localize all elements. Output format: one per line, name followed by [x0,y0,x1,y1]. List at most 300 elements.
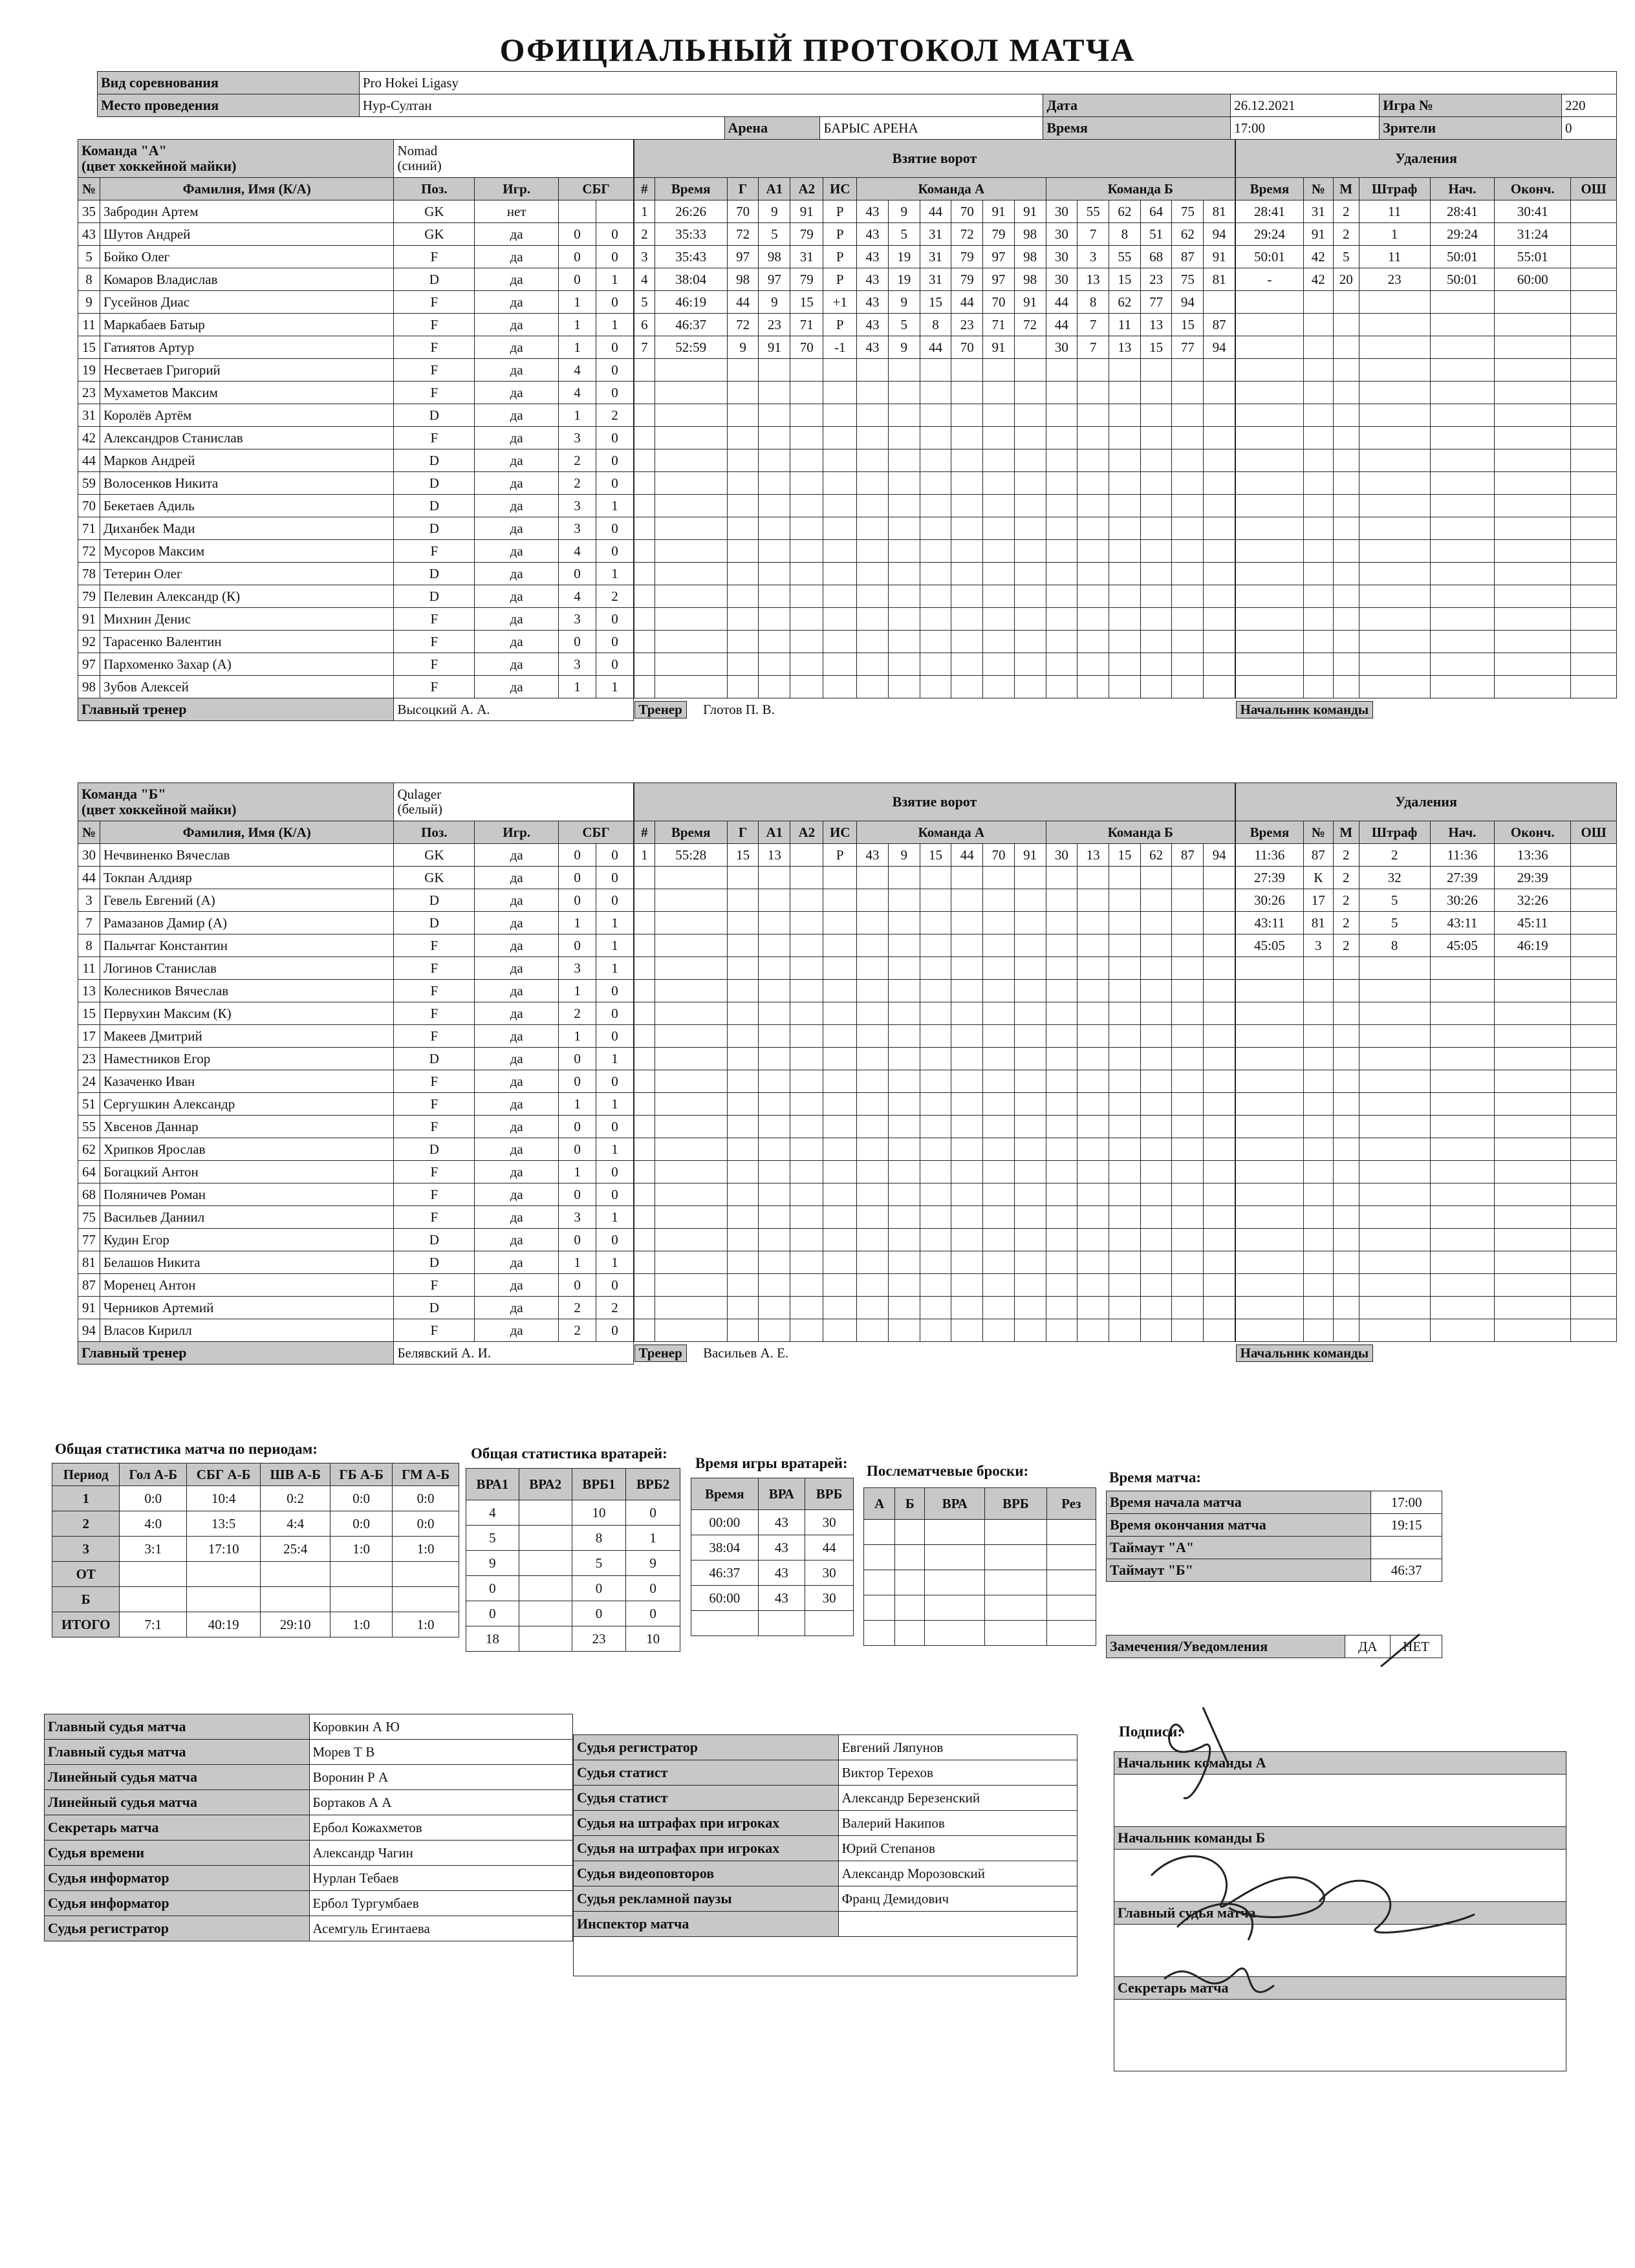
goal-on-ice-a: 72 [951,223,983,246]
period-cell: 1 [52,1486,120,1511]
gk-time-header: ВРБ [805,1478,854,1510]
official-name: Ербол Кожахметов [309,1815,572,1841]
player-name: Гатиятов Артур [100,336,393,359]
period-cell [330,1587,393,1612]
player-num: 75 [78,1206,100,1229]
shootout-header: Рез [1046,1488,1096,1520]
period-cell: 10:4 [187,1486,261,1511]
goal-on-ice-a: 79 [983,223,1015,246]
player-name: Гевель Евгений (А) [100,889,393,912]
goal-num-header: # [634,821,655,844]
player-sbg-1: 1 [559,291,596,314]
gk-time-header: ВРА [758,1478,805,1510]
table-row [1236,1297,1617,1319]
period-cell: ОТ [52,1562,120,1587]
gk-time-cell: 00:00 [691,1510,759,1535]
goal-on-ice-a: 31 [920,246,951,268]
goal-is: +1 [823,291,857,314]
player-played: да [475,980,559,1002]
goal-on-ice-a: 5 [888,314,920,336]
player-num: 3 [78,889,100,912]
goal-on-ice-a: 9 [888,200,920,223]
penalty-num: 17 [1303,889,1333,912]
player-num: 15 [78,1002,100,1025]
table-row [78,980,634,1002]
player-pos: D [394,1297,475,1319]
player-sbg-1: 0 [559,246,596,268]
goal-on-ice-b: 62 [1140,844,1172,867]
head-coach-value: Высоцкий А. А. [394,698,634,721]
player-sbg-1: 1 [559,336,596,359]
player-sbg-2: 0 [596,980,634,1002]
period-cell: 0:2 [261,1486,330,1511]
table-row [1236,1116,1617,1138]
goal-on-ice-b: 77 [1172,336,1204,359]
player-pos: GK [394,844,475,867]
penalty-time: 28:41 [1236,200,1304,223]
player-name: Тарасенко Валентин [100,631,393,653]
remarks-no: НЕТ [1391,1636,1442,1658]
player-sbg-1: 0 [559,934,596,957]
table-row [634,653,1235,676]
goal-on-ice-b: 8 [1109,223,1141,246]
spectators-label: Зрители [1380,117,1562,140]
period-cell: 1:0 [393,1537,459,1562]
player-pos: D [394,1229,475,1251]
goal-on-ice-b: 11 [1109,314,1141,336]
player-name: Несветаев Григорий [100,359,393,382]
player-sbg-1: 0 [559,844,596,867]
table-row [1236,540,1617,563]
player-played: да [475,1070,559,1093]
player-sbg-1: 4 [559,585,596,608]
gk-header: ВРА1 [466,1469,519,1500]
table-row [78,631,634,653]
penalty-end: 55:01 [1495,246,1571,268]
official-role: Судья информатор [45,1866,310,1891]
period-header: Период [52,1463,120,1486]
player-sbg-1: 1 [559,912,596,934]
goal-on-ice-b: 30 [1046,268,1077,291]
player-name: Королёв Артём [100,404,393,427]
player-num: 42 [78,427,100,449]
penalty-shtraf: 11 [1359,246,1430,268]
player-played: да [475,631,559,653]
player-sbg-2: 1 [596,268,634,291]
player-played: да [475,1161,559,1183]
table-row [1236,1229,1617,1251]
goal-g: 15 [727,844,759,867]
official-name: Коровкин А Ю [309,1714,572,1740]
penalty-start: 43:11 [1430,912,1495,934]
gk-cell: 4 [466,1500,519,1526]
penalty-end: 32:26 [1495,889,1571,912]
table-row [78,268,634,291]
penalty-m: 2 [1333,867,1359,889]
team-chief-label: Начальник команды [1236,701,1374,718]
penalty-time: 29:24 [1236,223,1304,246]
player-played: да [475,223,559,246]
table-row [1236,223,1617,246]
player-num: 72 [78,540,100,563]
table-row [78,404,634,427]
head-coach-value: Белявский А. И. [394,1342,634,1365]
goal-on-ice-b: 30 [1046,200,1077,223]
player-num: 23 [78,382,100,404]
player-sbg-2: 0 [596,889,634,912]
goal-a2-header: А2 [790,821,823,844]
penalty-m: 20 [1333,268,1359,291]
goal-on-ice-b: 62 [1109,200,1141,223]
table-row [574,1912,1077,1937]
player-played: да [475,867,559,889]
table-row [634,912,1235,934]
period-cell [120,1562,187,1587]
goal-n: 1 [634,200,655,223]
coach-value: Васильев А. Е. [703,1345,789,1361]
table-row [78,291,634,314]
player-num: 87 [78,1274,100,1297]
penalty-end: 60:00 [1495,268,1571,291]
goal-is: Р [823,314,857,336]
penalty-shtraf: 8 [1359,934,1430,957]
goal-on-ice-a: 91 [1014,844,1046,867]
player-played: да [475,336,559,359]
player-pos: D [394,472,475,495]
goal-a1: 98 [759,246,790,268]
table-row [634,495,1235,517]
penalty-osh [1571,912,1617,934]
table-row [78,1138,634,1161]
player-num: 8 [78,934,100,957]
goal-is-header: ИС [823,821,857,844]
gk-cell: 18 [466,1626,519,1652]
goals-title: Взятие ворот [634,783,1235,821]
table-row [78,585,634,608]
gk-cell [519,1601,572,1626]
goal-on-ice-a: 44 [920,200,951,223]
arena-label: Арена [724,117,820,140]
goal-on-ice-a: 91 [1014,291,1046,314]
player-sbg-1: 1 [559,404,596,427]
goal-n: 4 [634,268,655,291]
officials-right-table [573,1734,1077,1976]
table-row [45,1790,573,1815]
table-row [691,1586,854,1611]
table-row [78,336,634,359]
table-row [78,449,634,472]
player-num: 98 [78,676,100,698]
goal-is-header: ИС [823,178,857,200]
player-name: Белашов Никита [100,1251,393,1274]
gk-time-cell: 43 [758,1561,805,1586]
player-name: Зубов Алексей [100,676,393,698]
player-sbg-2: 1 [596,1251,634,1274]
goal-on-ice-b: 23 [1140,268,1172,291]
time-label: Время [1043,117,1231,140]
player-num: 19 [78,359,100,382]
goal-on-ice-b: 64 [1140,200,1172,223]
goal-time: 35:33 [655,223,727,246]
player-name: Тетерин Олег [100,563,393,585]
player-sbg-1: 0 [559,268,596,291]
table-row [864,1621,1096,1646]
gk-time-table [691,1478,854,1636]
table-row [634,957,1235,980]
penalty-m: 2 [1333,844,1359,867]
table-row [78,676,634,698]
player-pos: F [394,246,475,268]
player-name: Колесников Вячеслав [100,980,393,1002]
table-row [864,1520,1096,1545]
date-value: 26.12.2021 [1231,94,1380,117]
player-name: Бойко Олег [100,246,393,268]
table-row [1236,1002,1617,1025]
goal-a1: 9 [759,200,790,223]
gk-cell: 0 [572,1601,626,1626]
goal-on-ice-a: 15 [920,844,951,867]
goal-a1: 97 [759,268,790,291]
player-name: Комаров Владислав [100,268,393,291]
player-pos: F [394,1093,475,1116]
roster-played-header: Игр. [475,821,559,844]
player-played: да [475,1274,559,1297]
player-sbg-1: 0 [559,1138,596,1161]
player-name: Кудин Егор [100,1229,393,1251]
penalty-p_shtraf-header: Штраф [1359,178,1430,200]
player-played: да [475,653,559,676]
player-sbg-2: 0 [596,246,634,268]
goal-g: 9 [727,336,759,359]
goal-team-b-header: Команда Б [1046,821,1235,844]
player-sbg-1: 0 [559,889,596,912]
table-row [78,912,634,934]
table-row [634,1251,1235,1274]
player-played: да [475,1116,559,1138]
player-name: Диханбек Мади [100,517,393,540]
official-name: Евгений Ляпунов [838,1735,1077,1760]
period-cell: ИТОГО [52,1612,120,1637]
shootout-header: ВРБ [985,1488,1046,1520]
gk-time-cell: 44 [805,1535,854,1561]
official-role: Инспектор матча [574,1912,839,1937]
player-pos: F [394,957,475,980]
team_b-title-label: Команда "Б" (цвет хоккейной майки) [78,783,394,821]
table-row [691,1510,854,1535]
player-name: Моренец Антон [100,1274,393,1297]
table-row [634,382,1235,404]
player-name: Александров Станислав [100,427,393,449]
penalty-end: 13:36 [1495,844,1571,867]
player-pos: D [394,449,475,472]
table-row [78,1002,634,1025]
player-pos: D [394,889,475,912]
official-name: Александр Березенский [838,1786,1077,1811]
goal-on-ice-a: 70 [951,200,983,223]
goal-on-ice-b: 51 [1140,223,1172,246]
gk-cell: 0 [466,1601,519,1626]
penalty-m: 2 [1333,934,1359,957]
gk-cell: 23 [572,1626,626,1652]
goal-on-ice-a: 97 [983,246,1015,268]
table-row [78,1183,634,1206]
table-row [634,472,1235,495]
table-row [634,359,1235,382]
period-cell: 1:0 [330,1537,393,1562]
player-played: да [475,934,559,957]
official-name: Морев Т В [309,1740,572,1765]
table-row [634,291,1235,314]
table-row [466,1551,680,1576]
player-sbg-1: 1 [559,1161,596,1183]
table-row [78,1319,634,1342]
penalty-time: 50:01 [1236,246,1304,268]
goal-on-ice-b: 8 [1077,291,1109,314]
player-pos: GK [394,200,475,223]
table-row [1236,608,1617,631]
team_a-roster-table [78,139,634,721]
gk-cell: 8 [572,1526,626,1551]
table-row [1236,1183,1617,1206]
penalty-shtraf: 11 [1359,200,1430,223]
goal-on-ice-b: 68 [1140,246,1172,268]
match-time-title: Время матча: [1109,1469,1202,1485]
shootout-title: Послематчевые броски: [867,1463,1029,1479]
player-pos: F [394,934,475,957]
gk-cell [519,1500,572,1526]
goal-on-ice-b: 81 [1204,200,1235,223]
table-row [1236,1093,1617,1116]
penalty-shtraf: 32 [1359,867,1430,889]
table-row [1236,1161,1617,1183]
goal-on-ice-a [1014,336,1046,359]
table-row [78,382,634,404]
goal-on-ice-b: 87 [1172,246,1204,268]
table-row [1236,1319,1617,1342]
player-sbg-2: 0 [596,1183,634,1206]
official-name: Александр Морозовский [838,1861,1077,1886]
gk-cell: 0 [626,1576,680,1601]
period-header: ГБ А-Б [330,1463,393,1486]
goal-g: 72 [727,223,759,246]
player-num: 44 [78,867,100,889]
player-sbg-2: 0 [596,449,634,472]
penalty-num: 3 [1303,934,1333,957]
table-row [634,1116,1235,1138]
remarks-cross-mark [1374,1631,1426,1670]
player-num: 68 [78,1183,100,1206]
player-sbg-1: 0 [559,563,596,585]
penalty-shtraf: 1 [1359,223,1430,246]
period-header: Гол А-Б [120,1463,187,1486]
gk-stats-title: Общая статистика вратарей: [471,1445,667,1462]
table-row [1236,1138,1617,1161]
player-num: 70 [78,495,100,517]
table-row [634,1206,1235,1229]
player-sbg-2: 0 [596,608,634,631]
player-pos: D [394,563,475,585]
table-row [634,1229,1235,1251]
player-num: 5 [78,246,100,268]
table-row [78,608,634,631]
goal-on-ice-a: 98 [1014,223,1046,246]
player-pos: F [394,1206,475,1229]
goal-on-ice-b: 62 [1109,291,1141,314]
player-num: 51 [78,1093,100,1116]
penalty-time: 11:36 [1236,844,1304,867]
official-role: Секретарь матча [45,1815,310,1841]
table-row [78,1161,634,1183]
player-name: Маркабаев Батыр [100,314,393,336]
goal-on-ice-a: 44 [951,844,983,867]
table-row [691,1535,854,1561]
time-value: 17:00 [1231,117,1380,140]
gk-time-title: Время игры вратарей: [695,1455,848,1471]
player-played: да [475,1048,559,1070]
player-num: 91 [78,608,100,631]
goal-on-ice-b: 62 [1172,223,1204,246]
player-played: да [475,844,559,867]
player-sbg-1: 0 [559,1183,596,1206]
player-sbg-2: 0 [596,382,634,404]
player-sbg-2: 0 [596,1116,634,1138]
sig-head-referee: Главный судья матча [1114,1902,1566,1925]
player-sbg-2: 0 [596,1070,634,1093]
period-cell: 4:4 [261,1511,330,1537]
player-num: 24 [78,1070,100,1093]
goal-on-ice-a: 8 [920,314,951,336]
venue-value: Нур-Султан [359,94,1043,117]
gk-cell: 0 [572,1576,626,1601]
official-role: Судья статист [574,1760,839,1786]
sig-team-b-chief: Начальник команды Б [1114,1827,1566,1850]
player-name: Первухин Максим (К) [100,1002,393,1025]
period-cell: 1:0 [330,1612,393,1637]
venue-label: Место проведения [98,94,360,117]
official-role: Главный судья матча [45,1740,310,1765]
competition-value: Pro Hokei Ligasy [359,72,1616,94]
player-sbg-2: 2 [596,1297,634,1319]
player-num: 94 [78,1319,100,1342]
period-cell [261,1587,330,1612]
player-name: Марков Андрей [100,449,393,472]
period-cell: 0:0 [330,1511,393,1537]
table-row [78,934,634,957]
player-sbg-1: 4 [559,359,596,382]
penalty-p_num-header: № [1303,178,1333,200]
table-row [1236,1251,1617,1274]
period-cell [187,1562,261,1587]
table-row [466,1500,680,1526]
table-row [1236,268,1617,291]
table-row [1236,1025,1617,1048]
table-row [78,540,634,563]
player-name: Рамазанов Дамир (А) [100,912,393,934]
player-sbg-1: 3 [559,653,596,676]
gk-cell [519,1526,572,1551]
player-sbg-2: 0 [596,844,634,867]
penalty-p_osh-header: ОШ [1571,178,1617,200]
official-name: Ербол Тургумбаев [309,1891,572,1916]
gk-time-cell: 43 [758,1535,805,1561]
player-sbg-2 [596,200,634,223]
table-row [45,1841,573,1866]
penalty-num: К [1303,867,1333,889]
table-row [1236,912,1617,934]
table-row [45,1740,573,1765]
table-row [1236,336,1617,359]
table-row [691,1561,854,1586]
